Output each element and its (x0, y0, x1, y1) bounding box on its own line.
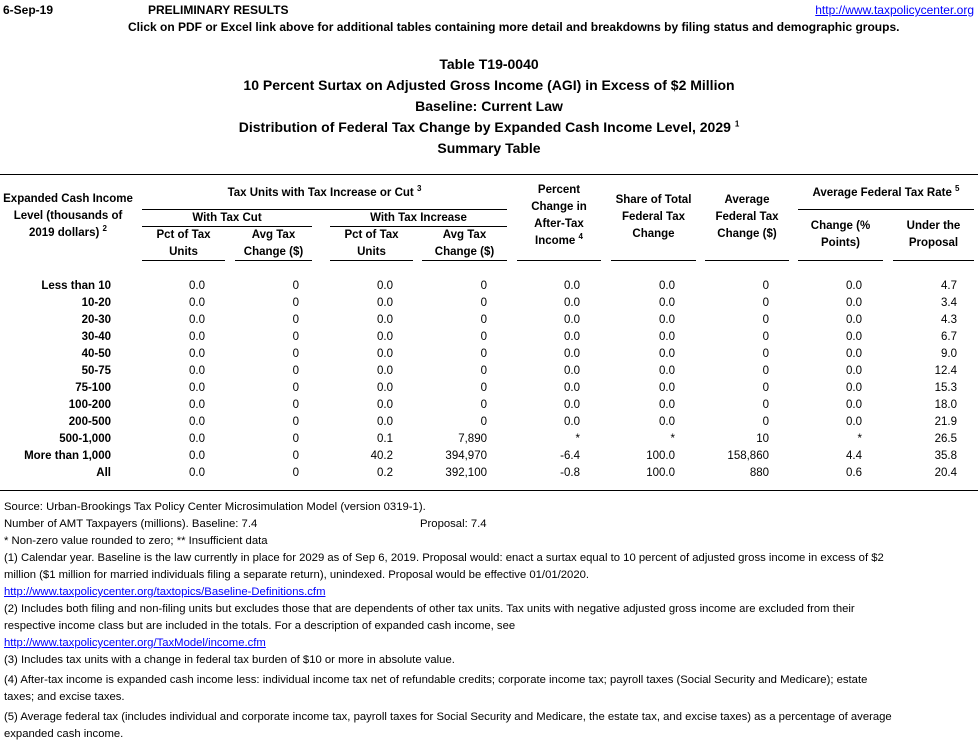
inc-avg-cell: 7,890 (458, 433, 487, 445)
row-label: Less than 10 (41, 280, 111, 292)
avg-change-cell: 0 (762, 365, 769, 377)
cut-avg-cell: 0 (292, 365, 299, 377)
cut-pct-cell: 0.0 (189, 416, 205, 428)
inc-avg-cell: 0 (480, 399, 487, 411)
inc-avg-cell: 0 (480, 331, 487, 343)
rate-under-cell: 26.5 (934, 433, 957, 445)
share-cell: 100.0 (646, 450, 675, 462)
row-label: All (96, 467, 111, 479)
rate-under-cell: 15.3 (934, 382, 957, 394)
inc-pct-cell: 0.0 (377, 365, 393, 377)
pct-change-cell: -0.8 (560, 467, 580, 479)
pct-change-cell: 0.0 (564, 365, 580, 377)
rate-under-cell: 4.3 (941, 314, 957, 326)
tpc-home-link[interactable]: http://www.taxpolicycenter.org (815, 3, 974, 17)
rate-change-cell: * (857, 433, 862, 445)
rate-under-cell: 18.0 (934, 399, 957, 411)
rate-change-cell: 0.0 (846, 314, 862, 326)
rate-under-cell: 20.4 (934, 467, 957, 479)
cut-pct-cell: 0.0 (189, 314, 205, 326)
rate-under-cell: 3.4 (941, 297, 957, 309)
income-definition-link[interactable]: http://www.taxpolicycenter.org/TaxModel/income.cfm (4, 637, 266, 649)
pct-change-cell: * (575, 433, 580, 445)
share-cell: 0.0 (659, 399, 675, 411)
avg-change-cell: 10 (756, 433, 769, 445)
avg-change-cell: 0 (762, 280, 769, 292)
inc-pct-cell: 0.0 (377, 348, 393, 360)
cut-pct-cell: 0.0 (189, 365, 205, 377)
table-row (0, 431, 978, 448)
col-inc-pct: Pct of Tax Units (344, 229, 399, 258)
rate-under-cell: 12.4 (934, 365, 957, 377)
report-date: 6-Sep-19 (3, 3, 54, 17)
cut-avg-cell: 0 (292, 297, 299, 309)
pct-change-cell: 0.0 (564, 399, 580, 411)
table-row (0, 448, 978, 465)
cut-avg-cell: 0 (292, 416, 299, 428)
inc-avg-cell: 0 (480, 416, 487, 428)
rate-change-cell: 0.0 (846, 297, 862, 309)
rate-change-cell: 0.0 (846, 382, 862, 394)
table-row (0, 329, 978, 346)
cut-avg-cell: 0 (292, 399, 299, 411)
col-cut-pct: Pct of Tax Units (156, 229, 211, 258)
avg-change-cell: 0 (762, 399, 769, 411)
avg-change-cell: 880 (749, 467, 769, 479)
rate-under-cell: 4.7 (941, 280, 957, 292)
nonzero-note: * Non-zero value rounded to zero; ** Insufficient data (4, 535, 268, 547)
inc-avg-cell: 392,100 (445, 467, 487, 479)
col-income-level: Expanded Cash Income Level (thousands of 2019 dollars) $^2$ (3, 193, 133, 239)
header-note: Click on PDF or Excel link above for additional tables containing more detail and breakdowns by filing status and demographic groups. (128, 20, 900, 34)
inc-avg-cell: 0 (480, 280, 487, 292)
row-label: 500-1,000 (59, 433, 111, 445)
col-rule (893, 260, 974, 261)
rate-change-cell: 0.0 (846, 399, 862, 411)
inc-avg-cell: 0 (480, 314, 487, 326)
cut-pct-cell: 0.0 (189, 280, 205, 292)
avg-change-cell: 0 (762, 297, 769, 309)
rate-under-cell: 9.0 (941, 348, 957, 360)
table-title: 10 Percent Surtax on Adjusted Gross Income (AGI) in Excess of $2 Million (243, 77, 735, 93)
inc-avg-cell: 0 (480, 348, 487, 360)
cut-avg-cell: 0 (292, 314, 299, 326)
rate-under-cell: 6.7 (941, 331, 957, 343)
col-avg-fed-change: Average Federal Tax Change ($) (715, 194, 779, 240)
subgroup-rule-rate (798, 209, 974, 210)
share-cell: 0.0 (659, 348, 675, 360)
col-inc-avg: Avg Tax Change ($) (434, 229, 495, 258)
col-group-avg-rate: Average Federal Tax Rate $^5$ (812, 184, 960, 199)
cut-pct-cell: 0.0 (189, 382, 205, 394)
footnote-2: (2) Includes both filing and non-filing units but excludes those that are dependents of other tax units. Tax units with negative adjusted gross income are excluded from their (4, 603, 855, 615)
inc-avg-cell: 0 (480, 365, 487, 377)
cut-pct-cell: 0.0 (189, 450, 205, 462)
footnote-2-cont: respective income class but are included in the totals. For a description of expanded cash income, see (4, 620, 516, 632)
col-group-with-increase: With Tax Increase (370, 212, 467, 224)
row-label: 75-100 (75, 382, 111, 394)
row-label: 200-500 (68, 416, 111, 428)
inc-avg-cell: 0 (480, 382, 487, 394)
share-cell: 0.0 (659, 280, 675, 292)
table-row (0, 363, 978, 380)
share-cell: 0.0 (659, 365, 675, 377)
col-pct-change-after-tax: Percent Change in After-Tax Income $^4$ (531, 184, 587, 247)
rate-change-cell: 0.0 (846, 331, 862, 343)
inc-pct-cell: 0.0 (377, 399, 393, 411)
footnote-1-cont: million ($1 million for married individuals filing a separate return), unindexed. Proposal would be effective 01/01/2020. (4, 569, 590, 581)
avg-change-cell: 0 (762, 348, 769, 360)
avg-change-cell: 158,860 (727, 450, 769, 462)
avg-change-cell: 0 (762, 416, 769, 428)
col-rule (705, 260, 789, 261)
inc-pct-cell: 0.0 (377, 280, 393, 292)
share-cell: * (670, 433, 675, 445)
baseline-definitions-link[interactable]: http://www.taxpolicycenter.org/taxtopics/Baseline-Definitions.cfm (4, 586, 326, 598)
rate-change-cell: 0.0 (846, 365, 862, 377)
table-top-rule (0, 174, 978, 175)
cut-pct-cell: 0.0 (189, 433, 205, 445)
cut-pct-cell: 0.0 (189, 467, 205, 479)
avg-change-cell: 0 (762, 382, 769, 394)
footnote-5-cont: expanded cash income. (4, 728, 124, 740)
share-cell: 0.0 (659, 331, 675, 343)
rate-change-cell: 0.0 (846, 416, 862, 428)
table-row (0, 312, 978, 329)
cut-pct-cell: 0.0 (189, 297, 205, 309)
summary-title: Summary Table (437, 140, 541, 156)
cut-pct-cell: 0.0 (189, 399, 205, 411)
share-cell: 100.0 (646, 467, 675, 479)
row-label: 100-200 (68, 399, 111, 411)
share-cell: 0.0 (659, 314, 675, 326)
pct-change-cell: -6.4 (560, 450, 580, 462)
distribution-title: Distribution of Federal Tax Change by Expanded Cash Income Level, 2029 $^1$ (238, 119, 740, 135)
table-row (0, 278, 978, 295)
footnote-3: (3) Includes tax units with a change in federal tax burden of $10 or more in absolute value. (4, 654, 455, 666)
inc-pct-cell: 40.2 (370, 450, 393, 462)
amt-baseline: Number of AMT Taxpayers (millions). Baseline: 7.4 (4, 518, 258, 530)
table-row (0, 465, 978, 482)
avg-change-cell: 0 (762, 314, 769, 326)
rate-change-cell: 0.6 (846, 467, 862, 479)
col-rule (611, 260, 696, 261)
pct-change-cell: 0.0 (564, 280, 580, 292)
footnote-4: (4) After-tax income is expanded cash income less: individual income tax net of refundable credits; corporate income tax; payroll taxes (Social Security and Medicare); estate (4, 674, 868, 686)
inc-pct-cell: 0.0 (377, 382, 393, 394)
inc-pct-cell: 0.0 (377, 416, 393, 428)
rate-change-cell: 0.0 (846, 280, 862, 292)
row-label: 20-30 (81, 314, 111, 326)
cut-avg-cell: 0 (292, 348, 299, 360)
cut-avg-cell: 0 (292, 450, 299, 462)
col-cut-avg: Avg Tax Change ($) (243, 229, 304, 258)
baseline-title: Baseline: Current Law (415, 98, 563, 114)
pct-change-cell: 0.0 (564, 331, 580, 343)
rate-change-cell: 4.4 (846, 450, 862, 462)
source-note: Source: Urban-Brookings Tax Policy Center Microsimulation Model (version 0319-1). (4, 501, 426, 513)
preliminary-label: PRELIMINARY RESULTS (148, 3, 289, 17)
inc-pct-cell: 0.2 (377, 467, 393, 479)
row-label: 50-75 (81, 365, 111, 377)
share-cell: 0.0 (659, 416, 675, 428)
inc-pct-cell: 0.1 (377, 433, 393, 445)
amt-proposal: Proposal: 7.4 (420, 518, 487, 530)
cut-avg-cell: 0 (292, 331, 299, 343)
inc-avg-cell: 394,970 (445, 450, 487, 462)
pct-change-cell: 0.0 (564, 382, 580, 394)
cut-pct-cell: 0.0 (189, 331, 205, 343)
inc-pct-cell: 0.0 (377, 331, 393, 343)
table-row (0, 346, 978, 363)
table-id: Table T19-0040 (439, 56, 539, 72)
footnote-ref: 1 (734, 119, 740, 129)
pct-change-cell: 0.0 (564, 314, 580, 326)
table-row (0, 414, 978, 431)
col-rule (798, 260, 883, 261)
footnote-1: (1) Calendar year. Baseline is the law currently in place for 2029 as of Sep 6, 2019. Proposal would: enact a surtax equal to 10 percent of adjusted gross income in excess of $2 (4, 552, 884, 564)
table-row (0, 295, 978, 312)
table-bottom-rule (0, 490, 978, 491)
col-rate-under: Under the Proposal (906, 220, 961, 249)
cut-avg-cell: 0 (292, 382, 299, 394)
share-cell: 0.0 (659, 297, 675, 309)
col-rule (517, 260, 601, 261)
footnote-4-cont: taxes; and excise taxes. (4, 691, 125, 703)
inc-avg-cell: 0 (480, 297, 487, 309)
row-label: More than 1,000 (24, 450, 111, 462)
footnote-5: (5) Average federal tax (includes individual and corporate income tax, payroll taxes for Social Security and Medicare, the estate tax, and excise taxes) as a percentage of average (4, 711, 892, 723)
share-cell: 0.0 (659, 382, 675, 394)
cut-avg-cell: 0 (292, 467, 299, 479)
pct-change-cell: 0.0 (564, 348, 580, 360)
col-group-tax-units: Tax Units with Tax Increase or Cut $^3$ (227, 184, 422, 199)
inc-pct-cell: 0.0 (377, 297, 393, 309)
rate-change-cell: 0.0 (846, 348, 862, 360)
cut-pct-cell: 0.0 (189, 348, 205, 360)
table-row (0, 380, 978, 397)
row-label: 40-50 (81, 348, 111, 360)
col-rate-change: Change (% Points) (810, 220, 871, 249)
inc-pct-cell: 0.0 (377, 314, 393, 326)
row-label: 10-20 (81, 297, 111, 309)
cut-avg-cell: 0 (292, 280, 299, 292)
cut-avg-cell: 0 (292, 433, 299, 445)
pct-change-cell: 0.0 (564, 416, 580, 428)
rate-under-cell: 21.9 (934, 416, 957, 428)
row-label: 30-40 (81, 331, 111, 343)
pct-change-cell: 0.0 (564, 297, 580, 309)
col-group-with-cut: With Tax Cut (192, 212, 262, 224)
col-share-total: Share of Total Federal Tax Change (615, 194, 692, 240)
table-row (0, 397, 978, 414)
avg-change-cell: 0 (762, 331, 769, 343)
rate-under-cell: 35.8 (934, 450, 957, 462)
